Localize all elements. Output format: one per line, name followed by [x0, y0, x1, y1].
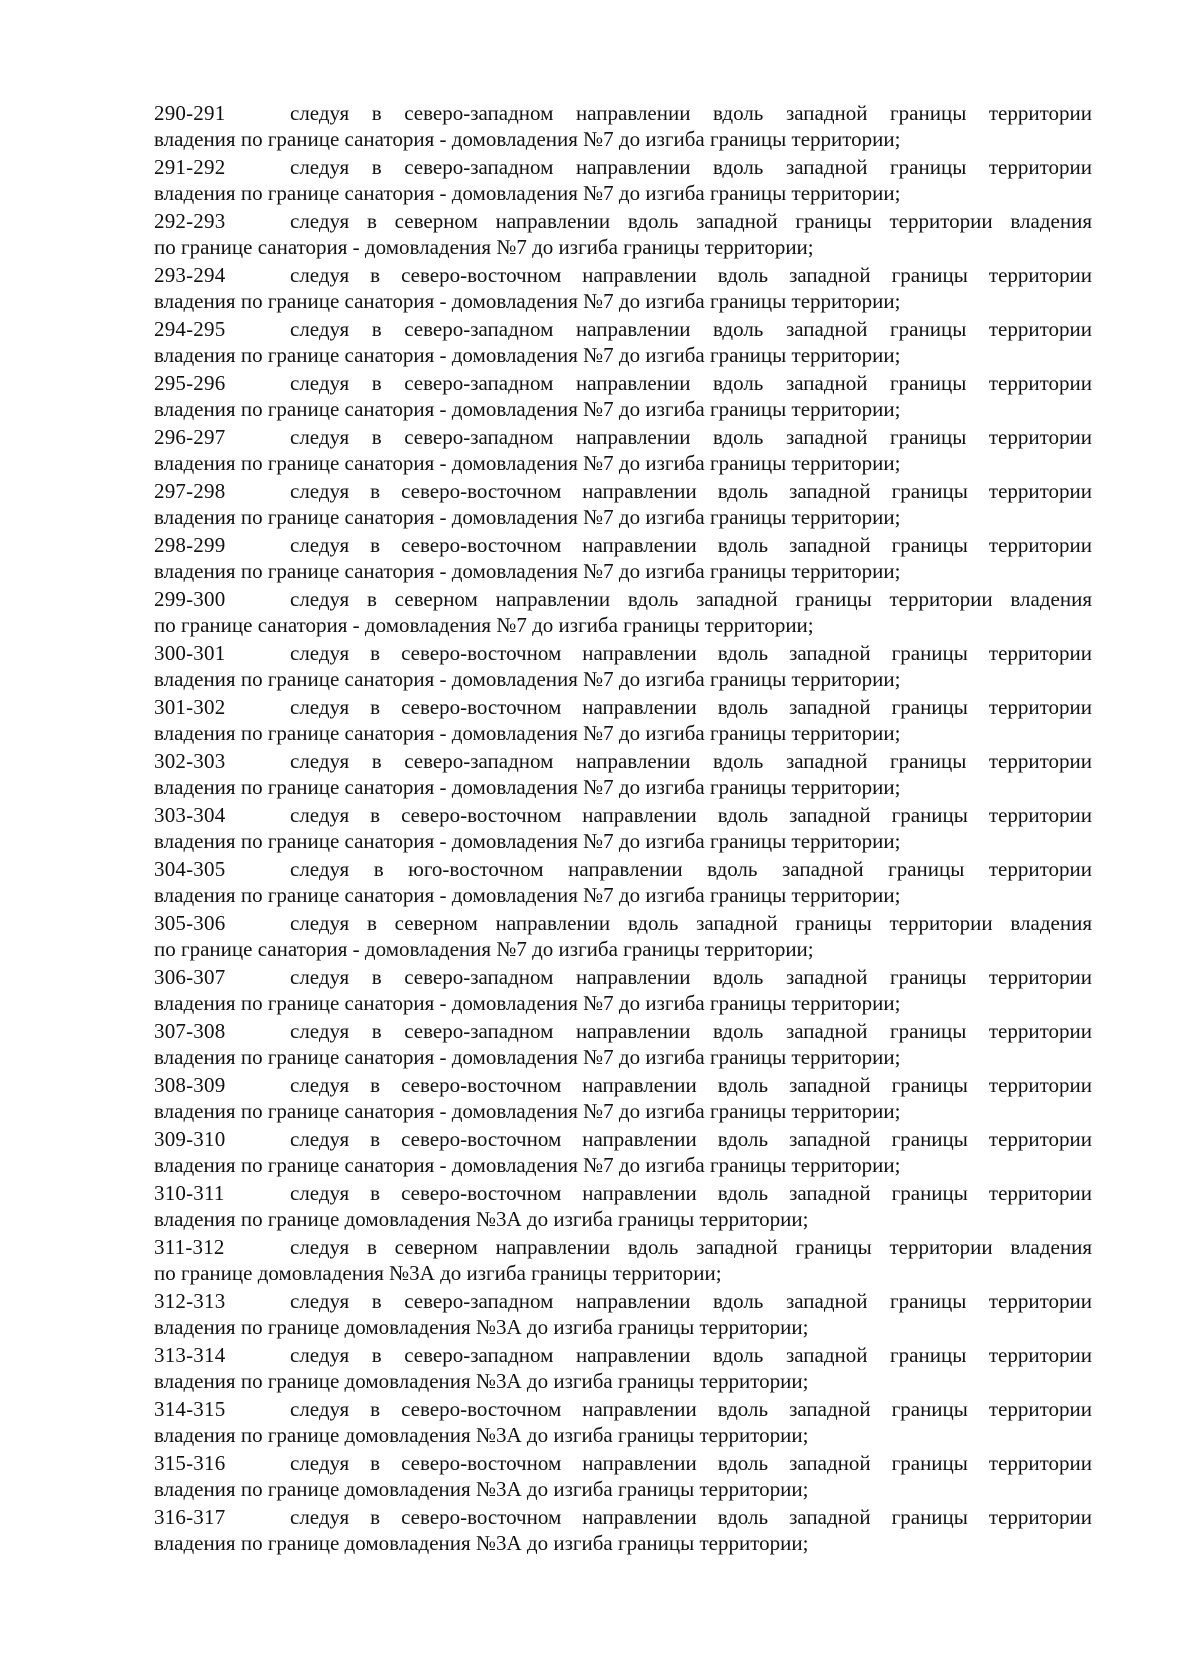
entry-first-line — [154, 1180, 1092, 1207]
segment-description-start: следуя в северном направлении вдоль западной границы территории владения — [290, 1235, 1092, 1259]
entry-first-line — [154, 208, 1092, 235]
entry-first-line — [154, 1126, 1092, 1153]
entry-first-line — [154, 586, 1092, 613]
boundary-segment-entry — [154, 1072, 1092, 1126]
entry-first-line — [154, 1396, 1092, 1423]
segment-description-continuation: владения по границе санатория - домовладения №7 до изгиба границы территории; — [154, 829, 901, 853]
entry-first-line — [154, 1504, 1092, 1531]
segment-description-start: следуя в северо-восточном направлении вдоль западной границы территории — [290, 263, 1092, 287]
segment-description-continuation: по границе санатория - домовладения №7 до изгиба границы территории; — [154, 235, 814, 259]
segment-description-start: следуя в юго-восточном направлении вдоль западной границы территории — [290, 857, 1092, 881]
segment-description-continuation: владения по границе санатория - домовладения №7 до изгиба границы территории; — [154, 343, 901, 367]
boundary-segment-entry — [154, 856, 1092, 910]
segment-description-start: следуя в северо-восточном направлении вдоль западной границы территории — [290, 1127, 1092, 1151]
segment-description-start: следуя в северо-западном направлении вдоль западной границы территории — [290, 749, 1092, 773]
boundary-segment-entry — [154, 1396, 1092, 1450]
entry-first-line — [154, 1342, 1092, 1369]
boundary-segment-entry — [154, 208, 1092, 262]
segment-description-start: следуя в северном направлении вдоль западной границы территории владения — [290, 911, 1092, 935]
segment-description-start: следуя в северо-западном направлении вдоль западной границы территории — [290, 1343, 1092, 1367]
segment-description-continuation: владения по границе домовладения №3А до изгиба границы территории; — [154, 1477, 809, 1501]
boundary-segment-entry — [154, 370, 1092, 424]
boundary-segment-entry — [154, 154, 1092, 208]
segment-description-continuation: владения по границе санатория - домовладения №7 до изгиба границы территории; — [154, 181, 901, 205]
segment-description-start: следуя в северо-восточном направлении вдоль западной границы территории — [290, 803, 1092, 827]
segment-point-range: 294-295 — [154, 317, 226, 341]
segment-description-continuation: владения по границе домовладения №3А до изгиба границы территории; — [154, 1315, 809, 1339]
segment-point-range: 299-300 — [154, 587, 226, 611]
segment-point-range: 311-312 — [154, 1235, 225, 1259]
boundary-segment-entry — [154, 478, 1092, 532]
segment-description-continuation: владения по границе санатория - домовладения №7 до изгиба границы территории; — [154, 451, 901, 475]
entry-first-line — [154, 1018, 1092, 1045]
segment-point-range: 304-305 — [154, 857, 226, 881]
segment-description-start: следуя в северо-восточном направлении вдоль западной границы территории — [290, 533, 1092, 557]
boundary-segment-entry — [154, 262, 1092, 316]
segment-description-continuation: владения по границе домовладения №3А до изгиба границы территории; — [154, 1423, 809, 1447]
boundary-segment-entry — [154, 748, 1092, 802]
entry-first-line — [154, 1234, 1092, 1261]
segment-point-range: 316-317 — [154, 1505, 226, 1529]
boundary-segment-entry — [154, 100, 1092, 154]
segment-description-start: следуя в северо-западном направлении вдоль западной границы территории — [290, 1289, 1092, 1313]
boundary-segment-entry — [154, 1288, 1092, 1342]
entry-first-line — [154, 1072, 1092, 1099]
segment-description-start: следуя в северо-западном направлении вдоль западной границы территории — [290, 317, 1092, 341]
segment-description-start: следуя в северо-восточном направлении вдоль западной границы территории — [290, 1181, 1092, 1205]
segment-point-range: 291-292 — [154, 155, 226, 179]
segment-description-start: следуя в северо-западном направлении вдоль западной границы территории — [290, 101, 1092, 125]
segment-description-continuation: по границе санатория - домовладения №7 до изгиба границы территории; — [154, 613, 814, 637]
entry-first-line — [154, 802, 1092, 829]
segment-point-range: 298-299 — [154, 533, 226, 557]
segment-point-range: 306-307 — [154, 965, 226, 989]
segment-point-range: 312-313 — [154, 1289, 226, 1313]
segment-description-start: следуя в северо-западном направлении вдоль западной границы территории — [290, 371, 1092, 395]
segment-point-range: 315-316 — [154, 1451, 226, 1475]
segment-point-range: 313-314 — [154, 1343, 226, 1367]
boundary-segment-entry — [154, 1126, 1092, 1180]
boundary-segment-list — [154, 100, 1092, 1558]
boundary-segment-entry — [154, 586, 1092, 640]
segment-point-range: 297-298 — [154, 479, 226, 503]
segment-description-start: следуя в северо-восточном направлении вдоль западной границы территории — [290, 1451, 1092, 1475]
segment-point-range: 314-315 — [154, 1397, 226, 1421]
boundary-segment-entry — [154, 1504, 1092, 1558]
entry-first-line — [154, 856, 1092, 883]
segment-description-continuation: владения по границе домовладения №3А до изгиба границы территории; — [154, 1207, 809, 1231]
segment-point-range: 305-306 — [154, 911, 226, 935]
entry-first-line — [154, 694, 1092, 721]
entry-first-line — [154, 478, 1092, 505]
segment-point-range: 292-293 — [154, 209, 226, 233]
segment-description-continuation: владения по границе санатория - домовладения №7 до изгиба границы территории; — [154, 1099, 901, 1123]
boundary-segment-entry — [154, 424, 1092, 478]
entry-first-line — [154, 424, 1092, 451]
boundary-segment-entry — [154, 910, 1092, 964]
segment-description-start: следуя в северо-западном направлении вдоль западной границы территории — [290, 965, 1092, 989]
segment-point-range: 295-296 — [154, 371, 226, 395]
entry-first-line — [154, 370, 1092, 397]
boundary-segment-entry — [154, 694, 1092, 748]
segment-description-continuation: по границе санатория - домовладения №7 до изгиба границы территории; — [154, 937, 814, 961]
entry-first-line — [154, 1288, 1092, 1315]
segment-description-continuation: владения по границе санатория - домовладения №7 до изгиба границы территории; — [154, 667, 901, 691]
boundary-segment-entry — [154, 316, 1092, 370]
segment-point-range: 290-291 — [154, 101, 226, 125]
segment-description-start: следуя в северо-восточном направлении вдоль западной границы территории — [290, 1073, 1092, 1097]
segment-description-start: следуя в северо-восточном направлении вдоль западной границы территории — [290, 1505, 1092, 1529]
segment-description-start: следуя в северо-восточном направлении вдоль западной границы территории — [290, 641, 1092, 665]
segment-point-range: 302-303 — [154, 749, 226, 773]
boundary-segment-entry — [154, 1180, 1092, 1234]
segment-point-range: 301-302 — [154, 695, 226, 719]
segment-point-range: 300-301 — [154, 641, 226, 665]
segment-description-continuation: владения по границе санатория - домовладения №7 до изгиба границы территории; — [154, 289, 901, 313]
segment-description-start: следуя в северном направлении вдоль западной границы территории владения — [290, 209, 1092, 233]
boundary-segment-entry — [154, 802, 1092, 856]
segment-description-continuation: владения по границе санатория - домовладения №7 до изгиба границы территории; — [154, 991, 901, 1015]
segment-description-continuation: владения по границе домовладения №3А до изгиба границы территории; — [154, 1531, 809, 1555]
segment-description-continuation: владения по границе санатория - домовладения №7 до изгиба границы территории; — [154, 775, 901, 799]
entry-first-line — [154, 316, 1092, 343]
segment-point-range: 308-309 — [154, 1073, 226, 1097]
segment-description-continuation: владения по границе домовладения №3А до изгиба границы территории; — [154, 1369, 809, 1393]
boundary-segment-entry — [154, 640, 1092, 694]
boundary-segment-entry — [154, 1450, 1092, 1504]
segment-point-range: 303-304 — [154, 803, 226, 827]
boundary-segment-entry — [154, 1018, 1092, 1072]
segment-description-continuation: по границе домовладения №3А до изгиба границы территории; — [154, 1261, 722, 1285]
segment-description-start: следуя в северо-западном направлении вдоль западной границы территории — [290, 155, 1092, 179]
entry-first-line — [154, 748, 1092, 775]
segment-description-start: следуя в северо-восточном направлении вдоль западной границы территории — [290, 479, 1092, 503]
segment-description-start: следуя в северном направлении вдоль западной границы территории владения — [290, 587, 1092, 611]
segment-description-continuation: владения по границе санатория - домовладения №7 до изгиба границы территории; — [154, 559, 901, 583]
entry-first-line — [154, 154, 1092, 181]
boundary-segment-entry — [154, 964, 1092, 1018]
entry-first-line — [154, 100, 1092, 127]
boundary-segment-entry — [154, 1342, 1092, 1396]
segment-description-continuation: владения по границе санатория - домовладения №7 до изгиба границы территории; — [154, 721, 901, 745]
segment-description-continuation: владения по границе санатория - домовладения №7 до изгиба границы территории; — [154, 883, 901, 907]
segment-description-continuation: владения по границе санатория - домовладения №7 до изгиба границы территории; — [154, 397, 901, 421]
entry-first-line — [154, 1450, 1092, 1477]
boundary-segment-entry — [154, 532, 1092, 586]
segment-point-range: 309-310 — [154, 1127, 226, 1151]
segment-description-start: следуя в северо-восточном направлении вдоль западной границы территории — [290, 1397, 1092, 1421]
segment-description-start: следуя в северо-западном направлении вдоль западной границы территории — [290, 425, 1092, 449]
entry-first-line — [154, 964, 1092, 991]
entry-first-line — [154, 262, 1092, 289]
segment-description-continuation: владения по границе санатория - домовладения №7 до изгиба границы территории; — [154, 505, 901, 529]
boundary-segment-entry — [154, 1234, 1092, 1288]
segment-point-range: 296-297 — [154, 425, 226, 449]
segment-description-start: следуя в северо-западном направлении вдоль западной границы территории — [290, 1019, 1092, 1043]
segment-point-range: 307-308 — [154, 1019, 226, 1043]
segment-point-range: 310-311 — [154, 1181, 225, 1205]
entry-first-line — [154, 640, 1092, 667]
segment-description-continuation: владения по границе санатория - домовладения №7 до изгиба границы территории; — [154, 1045, 901, 1069]
segment-description-start: следуя в северо-восточном направлении вдоль западной границы территории — [290, 695, 1092, 719]
entry-first-line — [154, 910, 1092, 937]
entry-first-line — [154, 532, 1092, 559]
segment-description-continuation: владения по границе санатория - домовладения №7 до изгиба границы территории; — [154, 127, 901, 151]
segment-description-continuation: владения по границе санатория - домовладения №7 до изгиба границы территории; — [154, 1153, 901, 1177]
segment-point-range: 293-294 — [154, 263, 226, 287]
